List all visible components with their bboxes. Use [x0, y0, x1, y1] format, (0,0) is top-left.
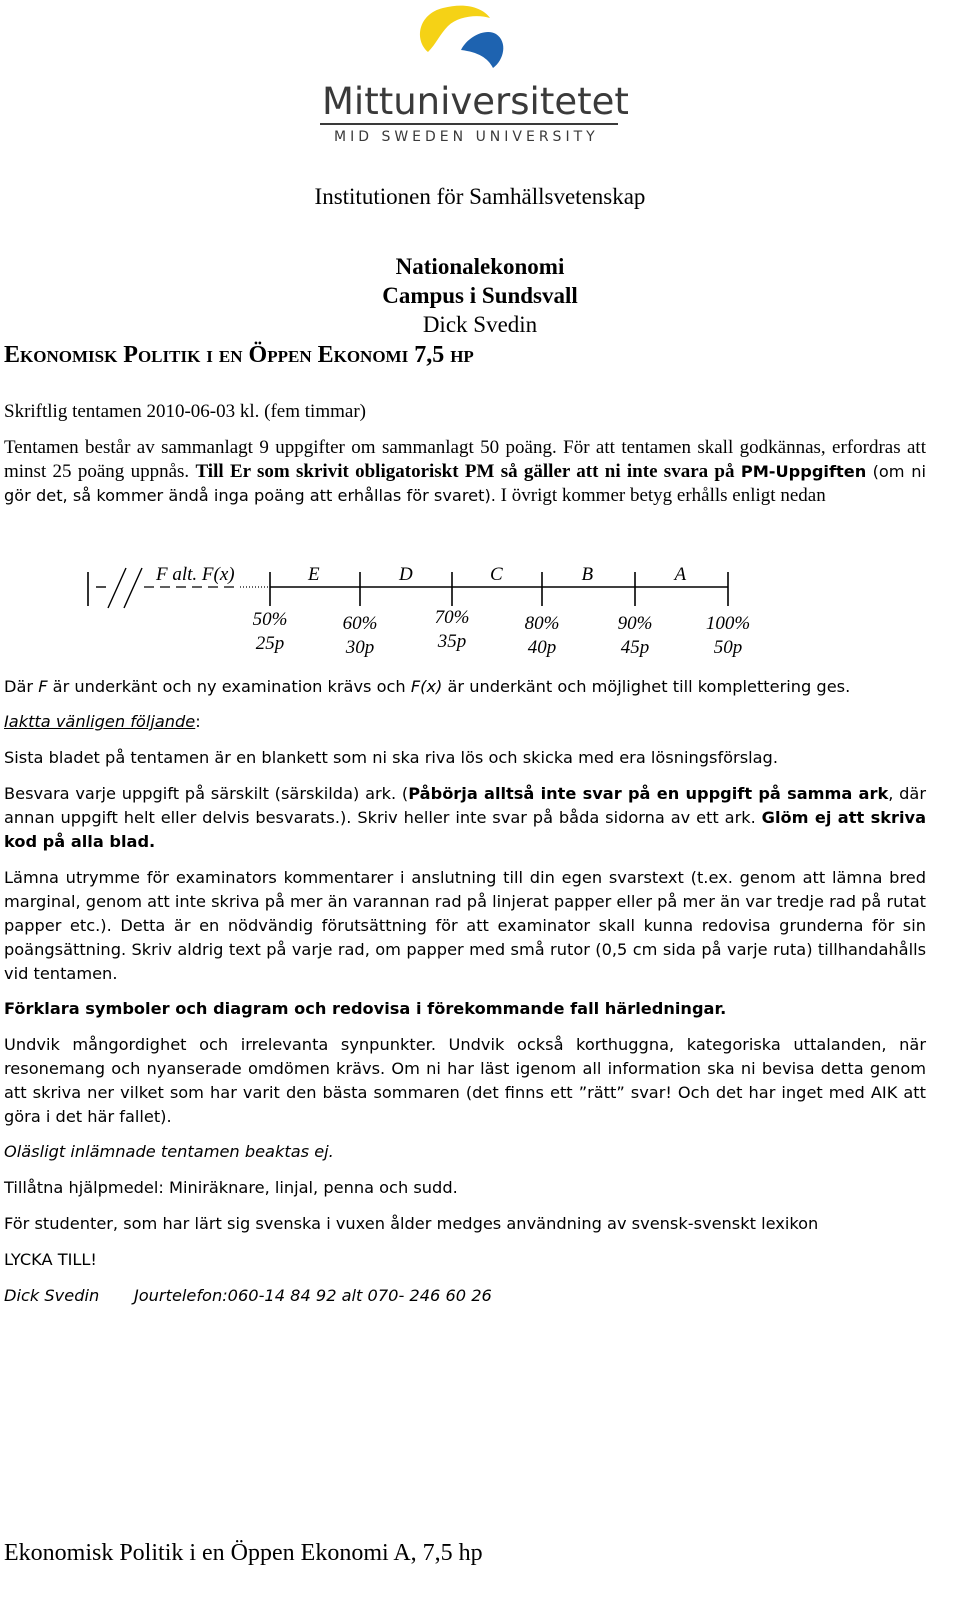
grade-scale [80, 560, 780, 670]
good-luck: LYCKA TILL! [4, 1250, 97, 1269]
threshold-points: 50p [713, 637, 743, 658]
threshold-percent: 70% [434, 607, 470, 628]
notice-label: Iaktta vänligen följande [4, 712, 196, 731]
instruction-blankett: Sista bladet på tentamen är en blankett som ni ska riva lös och skicka med era lösningsförslag. [4, 748, 778, 767]
notice-colon: : [195, 712, 201, 731]
grade-c: C [490, 564, 503, 585]
instruction-allowed-aids: Tillåtna hjälpmedel: Miniräknare, linjal, penna och sudd. [4, 1178, 458, 1197]
page-footer: Ekonomisk Politik i en Öppen Ekonomi A, 7,5 hp [4, 1540, 483, 1566]
course-title: Ekonomisk Politik i en Öppen Ekonomi 7,5 hp [4, 342, 474, 368]
threshold-points: 35p [437, 631, 467, 652]
threshold-percent: 90% [617, 613, 653, 634]
logo-divider [320, 123, 618, 125]
grade-d: D [399, 564, 413, 585]
signature-name: Dick Svedin [4, 1286, 100, 1305]
p2-b: Påbörja alltså inte svar på en uppgift på samma ark [408, 784, 889, 803]
explain-a: Där [4, 677, 39, 696]
instruction-lexicon: För studenter, som har lärt sig svenska i vuxen ålder medges användning av svensk-svenskt lexikon [4, 1214, 819, 1233]
instruction-avoid-verbosity: Undvik mångordighet och irrelevanta synpunkter. Undvik också korthuggna, kategoriska uttalanden, när resonemang och nyanserade omdömen krävs. Om ni har läst igenom all information ska ni bevisa detta genom att skriva ner vilket som har varit den bästa sommaren (det finns ett ”rätt” svar! Och det har inget med AIK att göra i det här fallet). [4, 1035, 926, 1126]
grade-e: E [308, 564, 320, 585]
threshold-2 [330, 612, 390, 660]
intro-text: Tentamen består av sammanlagt 9 uppgifter om sammanlagt 50 poäng. För att tentamen skall godkännas, erfordras att minst 25 poäng uppnås. [4, 437, 926, 482]
intro-pm-task: PM-Uppgiften [740, 462, 867, 481]
p2-a: Besvara varje uppgift på särskilt (särskilda) ark. ( [4, 784, 409, 803]
instruction-illegible: Oläsligt inlämnade tentamen beaktas ej. [4, 1142, 334, 1161]
subject-heading: Nationalekonomi [395, 254, 565, 279]
threshold-percent: 60% [342, 613, 378, 634]
explain-fx: F(x) [410, 677, 443, 696]
exam-info: Skriftlig tentamen 2010-06-03 kl. (fem timmar) [4, 401, 366, 422]
threshold-1 [240, 608, 300, 656]
threshold-percent: 80% [524, 613, 560, 634]
threshold-points: 30p [345, 637, 375, 658]
intro-paragraph [4, 436, 926, 508]
threshold-4 [512, 612, 572, 660]
fail-label: F alt. F(x) [156, 564, 235, 585]
explain-f: F [38, 677, 48, 696]
logo-wordmark: Mittuniversitetet [322, 80, 629, 123]
threshold-points: 45p [620, 637, 650, 658]
campus-heading: Campus i Sundsvall [382, 283, 578, 308]
notice-heading [4, 710, 926, 734]
logo-subtitle: MID SWEDEN UNIVERSITY [334, 129, 599, 145]
intro-pm-note: Till Er som skrivit obligatoriskt PM så gäller att ni inte svara på [195, 461, 735, 482]
intro-pm-detail: (om ni gör det, så kommer ändå inga poäng att erhållas för svaret). [4, 462, 927, 505]
threshold-points: 40p [527, 637, 557, 658]
intro-grading: I övrigt kommer betyg erhålls enligt nedan [500, 485, 826, 506]
grade-b: B [581, 564, 594, 585]
instruction-margins: Lämna utrymme för examinators kommentarer i anslutning till din egen svarstext (t.ex. genom att lämna bred marginal, genom att inte skriva på mer än varannan rad på linjerat papper eller på mer än var tredje rad på rutat papper etc.). Detta är en nödvändig förutsättning för att examinator skall kunna redovisa grunderna för sin poängsättning. Skriv aldrig text på varje rad, om papper med små rutor (0,5 cm sida på varje ruta) tillhandahålls vid tentamen. [4, 868, 926, 983]
p2-d: Glöm ej att skriva kod på alla blad. [4, 808, 926, 851]
scale-break-1 [108, 568, 126, 608]
threshold-6 [698, 612, 758, 660]
university-logo [318, 0, 618, 150]
signature-phone: Jourtelefon:060-14 84 92 alt 070- 246 60 26 [134, 1286, 492, 1305]
explain-b: är underkänt och ny examination krävs och [47, 677, 411, 696]
instruction-explain-symbols: Förklara symboler och diagram och redovisa i förekommande fall härledningar. [4, 999, 727, 1018]
threshold-percent: 50% [252, 609, 288, 630]
instruction-separate-sheets [4, 782, 926, 854]
threshold-3 [422, 606, 482, 654]
explain-c: är underkänt och möjlighet till komplettering ges. [442, 677, 851, 696]
grade-explanation [4, 675, 926, 699]
threshold-5 [605, 612, 665, 660]
scale-break-2 [124, 568, 142, 608]
logo-blue-shape [461, 32, 503, 68]
grade-a: A [674, 564, 687, 585]
threshold-points: 25p [255, 633, 285, 654]
institution-heading: Institutionen för Samhällsvetenskap [314, 184, 646, 209]
threshold-percent: 100% [705, 613, 751, 634]
signature-line [4, 1284, 926, 1308]
teacher-name: Dick Svedin [422, 312, 538, 337]
p2-c: , där annan uppgift helt eller delvis besvarats.). Skriv heller inte svar på båda sidorna av ett ark. [4, 784, 926, 827]
